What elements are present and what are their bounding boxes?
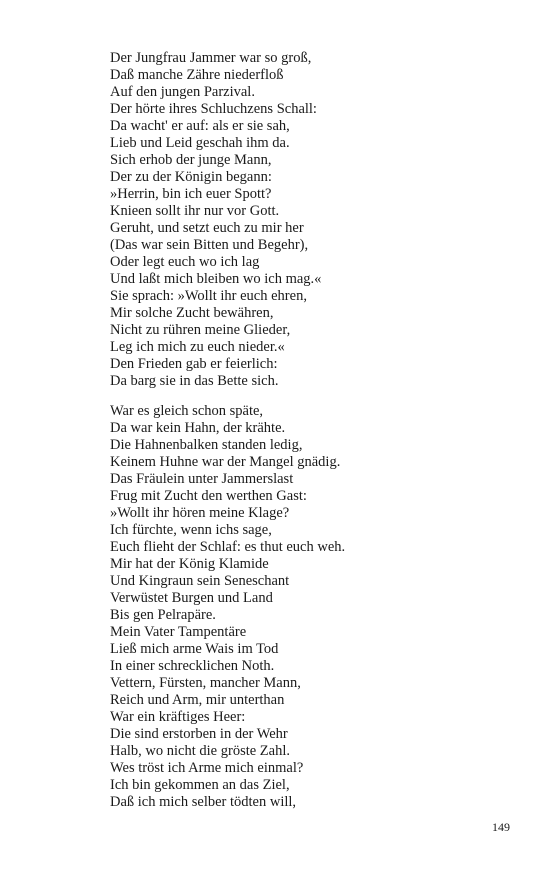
verse-line: Nicht zu rühren meine Glieder, xyxy=(110,322,291,338)
verse-line: »Wollt ihr hören meine Klage? xyxy=(110,505,290,521)
verse-line: Die sind erstorben in der Wehr xyxy=(110,726,288,742)
verse-line: War es gleich schon späte, xyxy=(110,403,264,419)
verse-line: Sie sprach: »Wollt ihr euch ehren, xyxy=(110,288,307,304)
stanza-1 xyxy=(110,50,510,390)
verse-line: Da war kein Hahn, der krähte. xyxy=(110,420,286,436)
verse-line: Der hörte ihres Schluchzens Schall: xyxy=(110,101,317,117)
verse-line: Verwüstet Burgen und Land xyxy=(110,590,273,606)
page-number: 149 xyxy=(492,820,510,834)
verse-line: Geruht, und setzt euch zu mir her xyxy=(110,220,304,236)
verse-line: Mir hat der König Klamide xyxy=(110,556,269,572)
verse-line: Keinem Huhne war der Mangel gnädig. xyxy=(110,454,341,470)
verse-line: Wes tröst ich Arme mich einmal? xyxy=(110,760,304,776)
stanza-2 xyxy=(110,403,510,811)
verse-line: Der zu der Königin begann: xyxy=(110,169,272,185)
verse-line: Mein Vater Tampentäre xyxy=(110,624,247,640)
verse-line: Da barg sie in das Bette sich. xyxy=(110,373,279,389)
verse-line: Sich erhob der junge Mann, xyxy=(110,152,272,168)
verse-line: Daß manche Zähre niederfloß xyxy=(110,67,284,83)
verse-line: Euch flieht der Schlaf: es thut euch weh. xyxy=(110,539,346,555)
verse-line: Ich bin gekommen an das Ziel, xyxy=(110,777,290,793)
verse-line: Ich fürchte, wenn ichs sage, xyxy=(110,522,272,538)
verse-line: In einer schrecklichen Noth. xyxy=(110,658,275,674)
verse-line: Der Jungfrau Jammer war so groß, xyxy=(110,50,312,66)
verse-line: Reich und Arm, mir unterthan xyxy=(110,692,285,708)
verse-line: Und laßt mich bleiben wo ich mag.« xyxy=(110,271,322,287)
verse-line: Und Kingraun sein Seneschant xyxy=(110,573,290,589)
verse-line: Die Hahnenbalken standen ledig, xyxy=(110,437,303,453)
verse-line: Halb, wo nicht die gröste Zahl. xyxy=(110,743,290,759)
verse-line: Mir solche Zucht bewähren, xyxy=(110,305,274,321)
verse-line: Leg ich mich zu euch nieder.« xyxy=(110,339,285,355)
verse-line: War ein kräftiges Heer: xyxy=(110,709,246,725)
verse-line: Das Fräulein unter Jammerslast xyxy=(110,471,294,487)
verse-line: Bis gen Pelrapäre. xyxy=(110,607,216,623)
verse-line: Oder legt euch wo ich lag xyxy=(110,254,260,270)
verse-line: Da wacht' er auf: als er sie sah, xyxy=(110,118,290,134)
verse-line: Vettern, Fürsten, mancher Mann, xyxy=(110,675,301,691)
verse-line: Lieb und Leid geschah ihm da. xyxy=(110,135,290,151)
verse-line: Den Frieden gab er feierlich: xyxy=(110,356,278,372)
verse-line: Knieen sollt ihr nur vor Gott. xyxy=(110,203,280,219)
verse-line: Frug mit Zucht den werthen Gast: xyxy=(110,488,307,504)
verse-line: Auf den jungen Parzival. xyxy=(110,84,255,100)
verse-line: Daß ich mich selber tödten will, xyxy=(110,794,297,810)
verse-line: Ließ mich arme Wais im Tod xyxy=(110,641,279,657)
verse-line: »Herrin, bin ich euer Spott? xyxy=(110,186,272,202)
verse-line: (Das war sein Bitten und Begehr), xyxy=(110,237,309,253)
